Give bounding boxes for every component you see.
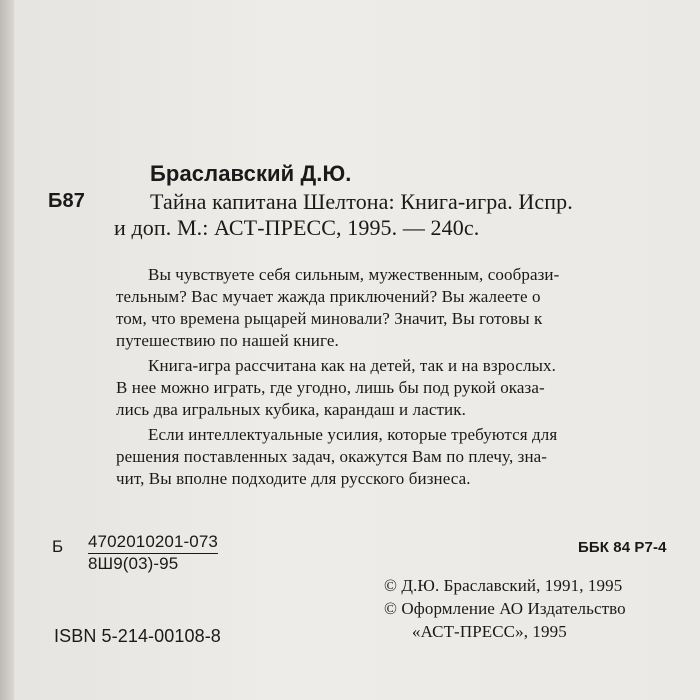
annotation-line: Вы чувствуете себя сильным, мужественным, сообрази- <box>148 265 560 284</box>
copyright-line: © Д.Ю. Браславский, 1991, 1995 <box>384 576 623 595</box>
page-edge-shadow <box>0 0 14 700</box>
bbk-index: ББК 84 Р7-4 <box>578 539 667 556</box>
annotation-line: Книга-игра рассчитана как на детей, так и на взрослых. <box>148 356 557 375</box>
copyright-line: «АСТ-ПРЕСС», 1995 <box>412 622 567 641</box>
catalog-number: 4702010201-073 <box>88 532 218 554</box>
title-line-1: Тайна капитана Шелтона: Книга-игра. Испр. <box>150 189 573 214</box>
author-name: Браславский Д.Ю. <box>150 161 352 186</box>
annotation-line: чит, Вы вполне подходите для русского бизнеса. <box>116 469 471 488</box>
annotation-line: Если интеллектуальные усилия, которые требуются для <box>148 425 558 444</box>
title-line-2: и доп. М.: АСТ-ПРЕСС, 1995. — 240с. <box>114 215 480 240</box>
annotation-line: путешествию по нашей книге. <box>116 331 339 350</box>
copyright-line: © Оформление АО Издательство <box>384 599 626 618</box>
annotation-line: тельным? Вас мучает жажда приключений? Вы жалеете о <box>116 287 541 306</box>
annotation-line: том, что времена рыцарей миновали? Значит, Вы готовы к <box>116 309 543 328</box>
catalog-code: 8Ш9(03)-95 <box>88 554 179 573</box>
isbn-number: ISBN 5-214-00108-8 <box>54 626 221 646</box>
annotation-line: решения поставленных задач, окажутся Вам по плечу, зна- <box>116 447 548 466</box>
annotation-line: В нее можно играть, где угодно, лишь бы под рукой оказа- <box>116 378 545 397</box>
annotation-line: лись два игральных кубика, карандаш и ластик. <box>116 400 466 419</box>
classification-code: Б87 <box>48 190 85 212</box>
catalog-prefix: Б <box>52 537 64 556</box>
